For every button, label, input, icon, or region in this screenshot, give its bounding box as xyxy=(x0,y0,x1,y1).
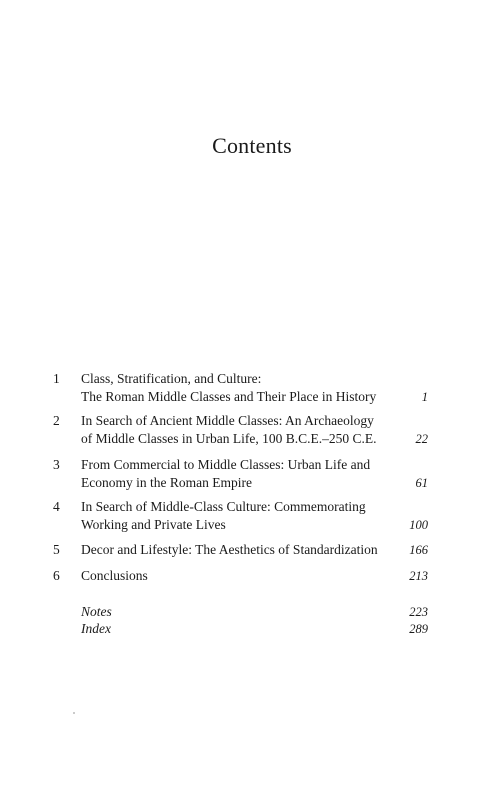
chapter-title-line: The Roman Middle Classes and Their Place in History xyxy=(81,389,377,404)
chapter-title-line: Economy in the Roman Empire xyxy=(81,475,252,490)
chapter-number: 5 xyxy=(53,542,60,557)
scan-speck xyxy=(73,712,75,714)
chapter-title-line: In Search of Middle-Class Culture: Commemorating xyxy=(81,499,366,514)
chapter-title-line: Decor and Lifestyle: The Aesthetics of Standardization xyxy=(81,542,378,557)
page-number: 22 xyxy=(415,432,428,446)
page-number: 213 xyxy=(409,569,428,583)
page-title: Contents xyxy=(212,133,292,158)
page-number: 61 xyxy=(415,476,428,490)
back-matter-label: Notes xyxy=(81,604,112,619)
chapter-title-line: From Commercial to Middle Classes: Urban Life and xyxy=(81,457,371,472)
page-number: 223 xyxy=(409,605,428,619)
chapter-title-line: In Search of Ancient Middle Classes: An Archaeology xyxy=(81,413,374,428)
chapter-number: 2 xyxy=(53,413,60,428)
chapter-title-line: Working and Private Lives xyxy=(81,517,226,532)
chapter-title-line: Class, Stratification, and Culture: xyxy=(81,371,262,386)
page-number: 166 xyxy=(409,543,428,557)
page-number: 1 xyxy=(421,390,428,404)
page-number: 100 xyxy=(409,518,428,532)
chapter-number: 6 xyxy=(53,568,60,583)
chapter-title-line: Conclusions xyxy=(81,568,148,583)
chapter-title-line: of Middle Classes in Urban Life, 100 B.C.E.–250 C.E. xyxy=(81,431,377,446)
chapter-number: 3 xyxy=(53,457,60,472)
chapter-number: 4 xyxy=(53,499,60,514)
chapter-number: 1 xyxy=(53,371,60,386)
back-matter-label: Index xyxy=(81,621,111,636)
page-number: 289 xyxy=(409,622,428,636)
